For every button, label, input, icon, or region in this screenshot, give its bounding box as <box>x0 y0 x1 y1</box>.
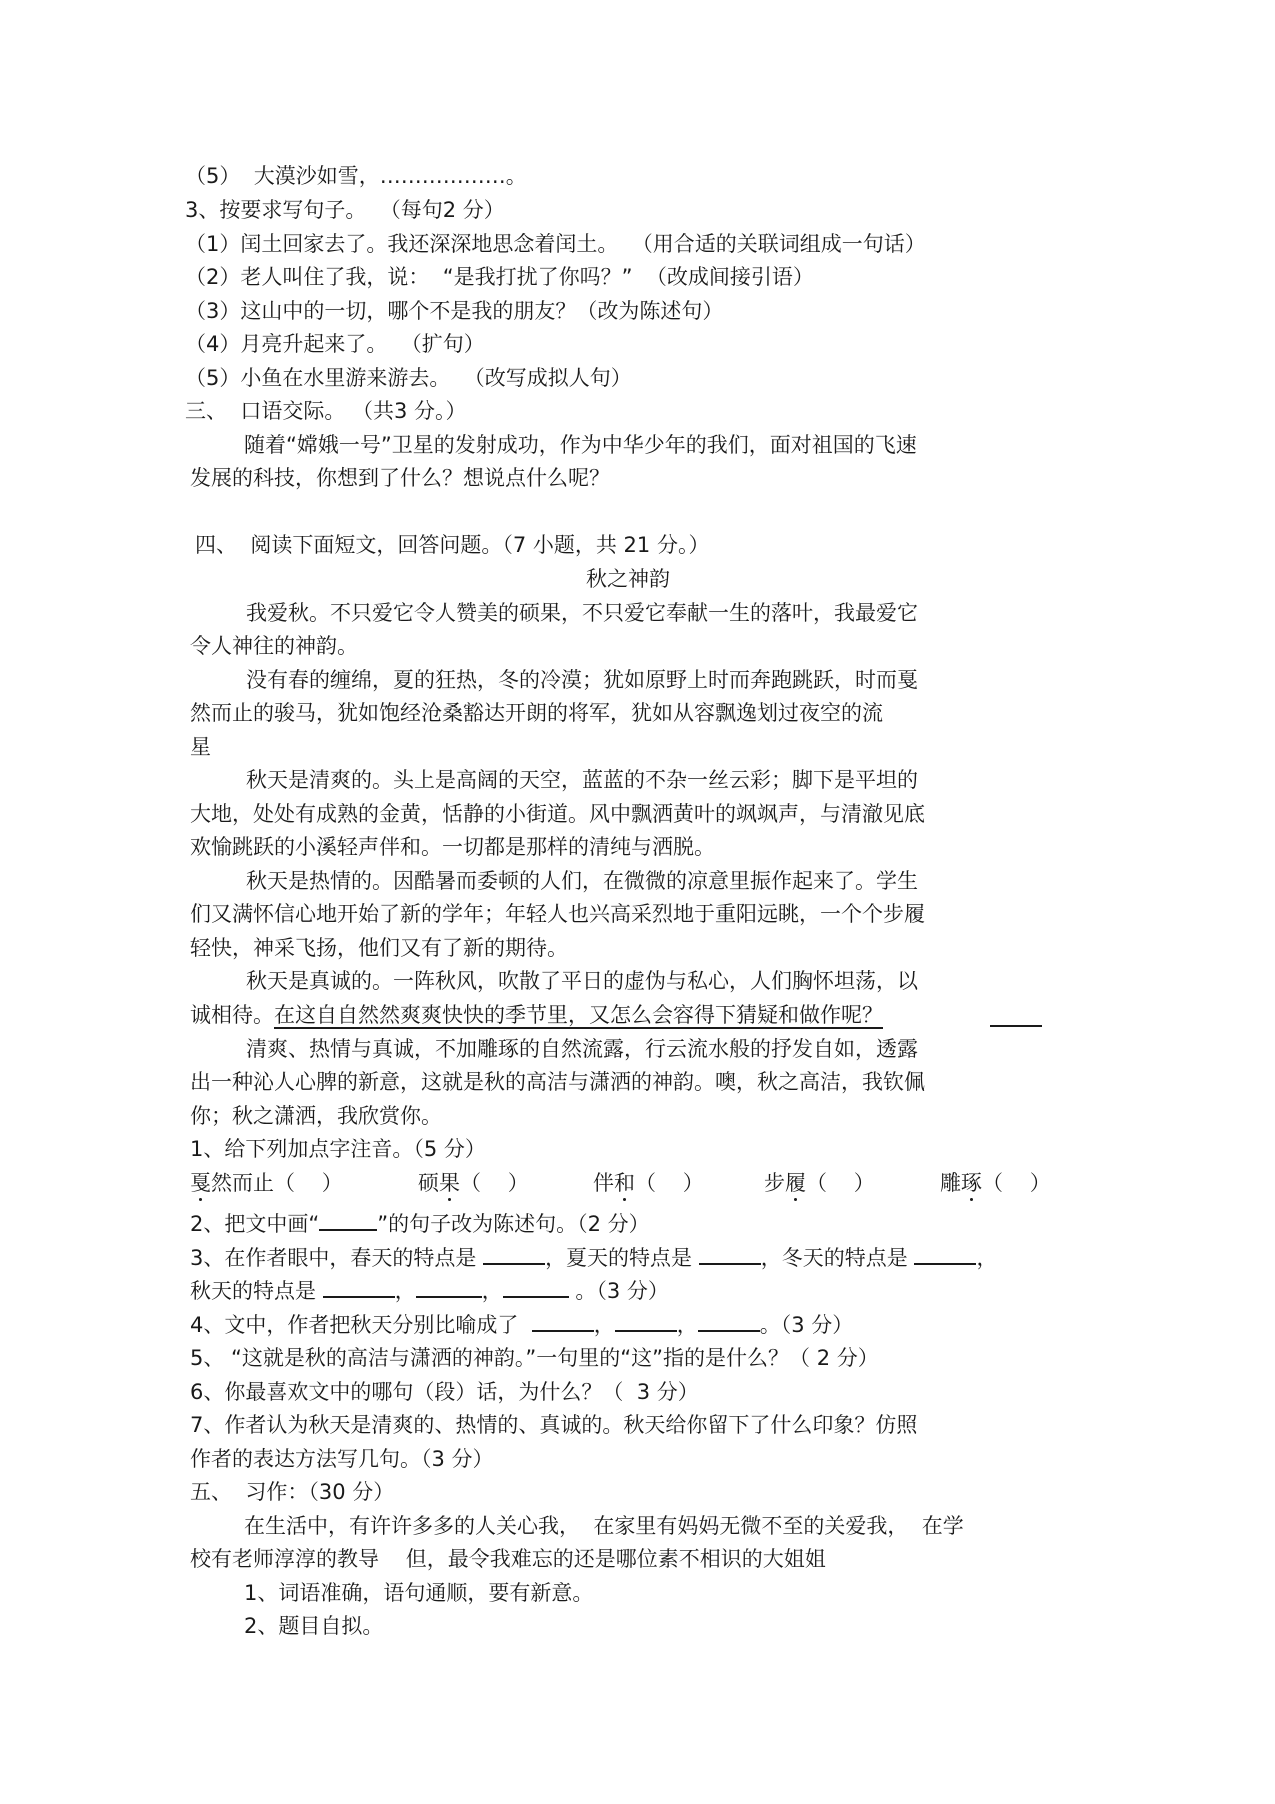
question-5: 5、 “这就是秋的高洁与潇洒的神韵。”一句里的“这”指的是什么？（ 2 分） <box>190 1346 879 1370</box>
question-2: 2、把文中画“ ”的句子改为陈述句。（2 分） <box>190 1212 650 1236</box>
pinyin-item-2: 硕果（ ） <box>418 1171 529 1195</box>
passage-line: 清爽、热情与真诚，不加雕琢的自然流露，行云流水般的抒发自如，透露 <box>246 1037 918 1061</box>
question-7-cont: 作者的表达方法写几句。（3 分） <box>190 1447 494 1471</box>
answer-blank <box>483 1245 545 1265</box>
oral-prompt-line-2: 发展的科技，你想到了什么？想说点什么呢？ <box>190 466 610 490</box>
section-heading-oral: 三、 口语交际。 （共3 分。） <box>185 399 467 423</box>
passage-line: 欢愉跳跃的小溪轻声伴和。一切都是那样的清纯与洒脱。 <box>190 835 715 859</box>
passage-line: 出一种沁人心脾的新意，这就是秋的高洁与潇洒的神韵。噢，秋之高洁，我钦佩 <box>190 1070 925 1094</box>
answer-blank <box>914 1245 976 1265</box>
passage-line: 们又满怀信心地开始了新的学年；年轻人也兴高采烈地于重阳远眺，一个个步履 <box>190 902 925 926</box>
pinyin-item-3: 伴和（ ） <box>593 1171 704 1195</box>
underlined-sentence: 在这自自然然爽爽快快的季节里，又怎么会容得下猜疑和做作呢？ <box>274 1003 883 1027</box>
section-heading-reading: 四、 阅读下面短文，回答问题。（7 小题，共 21 分。） <box>195 533 710 557</box>
question-1: 1、给下列加点字注音。（5 分） <box>190 1137 486 1161</box>
underline-extension <box>990 1025 1042 1027</box>
passage-title: 秋之神韵 <box>586 567 670 591</box>
question-3: 3、在作者眼中，春天的特点是 ，夏天的特点是 ，冬天的特点是 ， <box>190 1246 998 1270</box>
dotted-char: 戛 <box>190 1171 211 1195</box>
writing-requirement-1: 1、词语准确，语句通顺，要有新意。 <box>244 1581 594 1605</box>
answer-blank <box>698 1312 760 1332</box>
passage-line: 轻快，神采飞扬，他们又有了新的期待。 <box>190 936 568 960</box>
answer-blank <box>503 1278 569 1298</box>
passage-line: 秋天是清爽的。头上是高阔的天空，蓝蓝的不杂一丝云彩；脚下是平坦的 <box>246 768 918 792</box>
passage-line: 然而止的骏马，犹如饱经沧桑豁达开朗的将军，犹如从容飘逸划过夜空的流 <box>190 701 883 725</box>
oral-prompt-line-1: 随着“嫦娥一号”卫星的发射成功，作为中华少年的我们，面对祖国的飞速 <box>244 433 917 457</box>
writing-prompt-line-1: 在生活中，有许许多多的人关心我， 在家里有妈妈无微不至的关爱我， 在学 <box>244 1514 964 1538</box>
passage-line: 秋天是真诚的。一阵秋风，吹散了平日的虚伪与私心，人们胸怀坦荡，以 <box>246 969 918 993</box>
passage-line: 你；秋之潇洒，我欣赏你。 <box>190 1104 442 1128</box>
question-6: 6、你最喜欢文中的哪句（段）话，为什么？（ 3 分） <box>190 1380 699 1404</box>
answer-blank <box>699 1245 761 1265</box>
writing-prompt-line-2: 校有老师淳淳的教导 但，最令我难忘的还是哪位素不相识的大姐姐 <box>190 1547 826 1571</box>
writing-requirement-2: 2、题目自拟。 <box>244 1614 384 1638</box>
question-4: 4、文中，作者把秋天分别比喻成了 ， ， 。（3 分） <box>190 1313 854 1337</box>
poem-line-5: （5） 大漠沙如雪，………………。 <box>185 164 527 188</box>
passage-line: 秋天是热情的。因酷暑而委顿的人们，在微微的凉意里振作起来了。学生 <box>246 869 918 893</box>
passage-line: 我爱秋。不只爱它令人赞美的硕果，不只爱它奉献一生的落叶，我最爱它 <box>246 601 918 625</box>
rewrite-item-2: （2）老人叫住了我，说： “是我打扰了你吗？” （改成间接引语） <box>185 265 814 289</box>
dotted-char: 和 <box>614 1171 635 1195</box>
dotted-char: 履 <box>785 1171 806 1195</box>
answer-blank <box>319 1211 377 1231</box>
answer-blank <box>615 1312 677 1332</box>
rewrite-item-5: （5）小鱼在水里游来游去。 （改写成拟人句） <box>185 366 632 390</box>
rewrite-item-3: （3）这山中的一切，哪个不是我的朋友？（改为陈述句） <box>185 299 724 323</box>
question-3-cont: 秋天的特点是 ， ， 。（3 分） <box>190 1279 669 1303</box>
dotted-char: 果 <box>439 1171 460 1195</box>
section-heading-writing: 五、 习作：（30 分） <box>190 1480 395 1504</box>
rewrite-item-1: （1）闰土回家去了。我还深深地思念着闰土。 （用合适的关联词组成一句话） <box>185 232 926 256</box>
passage-text: 诚相待。 <box>190 1003 274 1027</box>
question-7: 7、作者认为秋天是清爽的、热情的、真诚的。秋天给你留下了什么印象？仿照 <box>190 1413 918 1437</box>
passage-line <box>190 1002 883 1028</box>
section-heading-rewrite: 3、按要求写句子。 （每句2 分） <box>185 198 505 222</box>
answer-blank <box>323 1278 395 1298</box>
pinyin-item-1: 戛然而止（ ） <box>190 1171 343 1195</box>
passage-line: 没有春的缠绵，夏的狂热，冬的冷漠；犹如原野上时而奔跑跳跃，时而戛 <box>246 668 918 692</box>
passage-line: 星 <box>190 735 211 759</box>
answer-blank <box>532 1312 594 1332</box>
pinyin-item-4: 步履（ ） <box>764 1171 875 1195</box>
pinyin-item-5: 雕琢（ ） <box>940 1171 1051 1195</box>
passage-line: 令人神往的神韵。 <box>190 634 358 658</box>
answer-blank <box>416 1278 482 1298</box>
passage-line: 大地，处处有成熟的金黄，恬静的小街道。风中飘洒黄叶的飒飒声，与清澈见底 <box>190 802 925 826</box>
rewrite-item-4: （4）月亮升起来了。 （扩句） <box>185 332 485 356</box>
dotted-char: 琢 <box>961 1171 982 1195</box>
